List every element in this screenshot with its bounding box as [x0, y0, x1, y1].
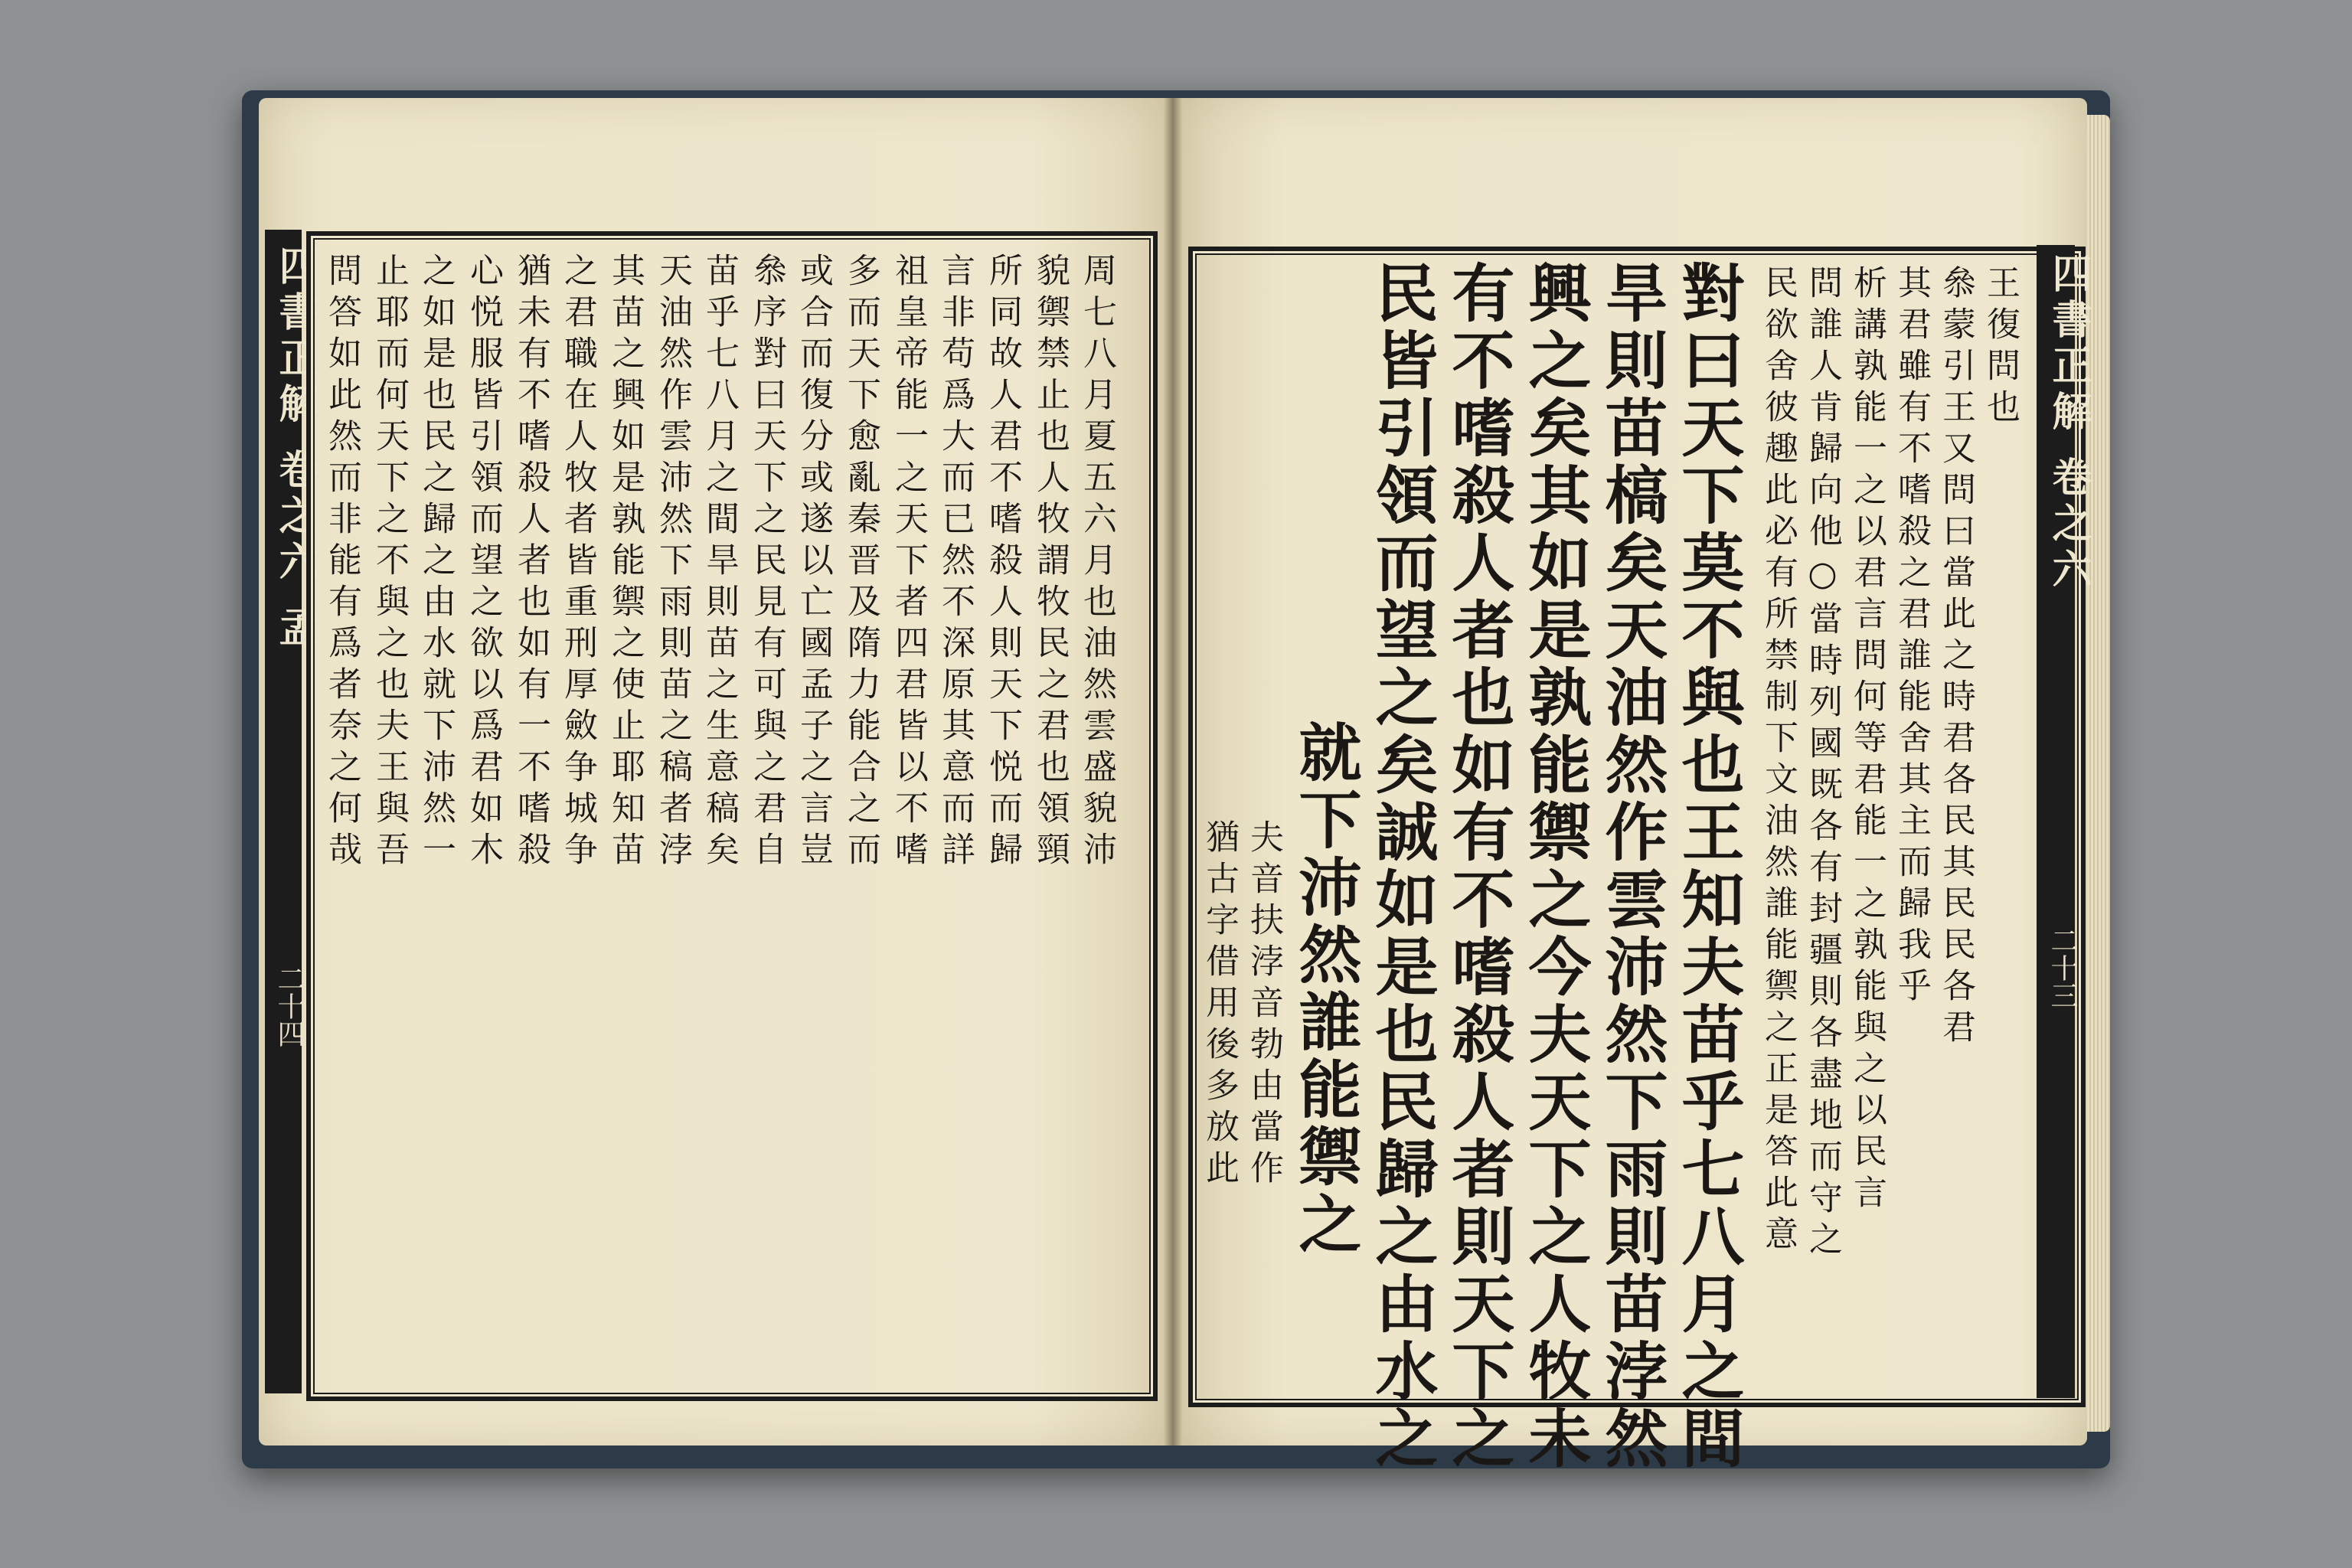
text-column: 所同故人君不嗜殺人則天下悦而歸	[983, 253, 1022, 873]
commentary-column: 析講孰能一之以君言問何等君能一之孰能與之以民言	[1847, 265, 1886, 1216]
text-column: 或合而復分或遂以亡國孟子之言豈	[794, 253, 833, 873]
text-column: 言非苟爲大而已然不深原其意而詳	[936, 253, 975, 873]
main-text-column: 興之矣其如是孰能禦之今夫天下之人牧未	[1518, 260, 1592, 1473]
commentary-column: 其君雖有不嗜殺之君誰能舍其主而歸我乎	[1892, 265, 1931, 1009]
text-column: 叅序對曰天下之民見有可與之君自	[747, 253, 786, 873]
text-column: 祖皇帝能一之天下者四君皆以不嗜	[889, 253, 928, 873]
book-gutter	[1164, 98, 1182, 1446]
text-column: 其苗之興如是孰能禦之使止耶知苗	[606, 253, 645, 873]
right-margin-title: 四書正解 卷之六	[2045, 253, 2092, 595]
main-text-column: 對曰天下莫不與也王知夫苗乎七八月之間	[1671, 260, 1745, 1473]
main-text-column: 就下沛然誰能禦之	[1289, 720, 1362, 1259]
text-column: 貌禦禁止也人牧謂牧民之君也領頸	[1031, 253, 1070, 873]
text-column: 之君職在人牧者皆重刑厚斂争城争	[558, 253, 597, 873]
text-column: 苗乎七八月之間旱則苗之生意稿矣	[700, 253, 739, 873]
left-margin-title: 四書正解 卷之六 孟	[272, 245, 318, 653]
right-margin-folio: 二十三	[2047, 926, 2078, 1009]
annotation-column: 猶古字借用後多放此	[1200, 819, 1239, 1191]
text-column: 止耶而何天下之不與之也夫王與吾	[370, 253, 409, 873]
main-text-column: 有不嗜殺人者也如有不嗜殺人者則天下之	[1442, 260, 1515, 1473]
text-column: 猶未有不嗜殺人者也如有一不嗜殺	[511, 253, 550, 873]
annotation-column: 夫音扶浡音勃由當作	[1244, 819, 1283, 1191]
text-column: 周七八月夏五六月也油然雲盛貌沛	[1077, 253, 1116, 873]
text-column: 心悦服皆引領而望之欲以爲君如木	[464, 253, 503, 873]
main-text-column: 旱則苗槁矣天油然作雲沛然下雨則苗浡然	[1595, 260, 1668, 1473]
text-column: 之如是也民之歸之由水就下沛然一	[416, 253, 456, 873]
commentary-column: 問誰人肯歸向他○當時列國既各有封疆則各盡地而守之	[1803, 265, 1842, 1263]
text-column: 問答如此然而非能有爲者奈之何哉	[322, 253, 361, 873]
commentary-column: 王復問也	[1981, 265, 2020, 430]
main-text-column: 民皆引領而望之矣誠如是也民歸之由水之	[1365, 260, 1439, 1473]
commentary-column: 叅蒙引王又問曰當此之時君各民其民民各君	[1936, 265, 1975, 1050]
left-margin-folio: 二十四	[273, 965, 305, 1047]
commentary-column: 民欲舍彼趣此必有所禁制下文油然誰能禦之正是答此意	[1759, 265, 1798, 1257]
text-column: 多而天下愈亂秦晋及隋力能合之而	[841, 253, 880, 873]
text-column: 天油然作雲沛然下雨則苗之稿者浡	[653, 253, 692, 873]
